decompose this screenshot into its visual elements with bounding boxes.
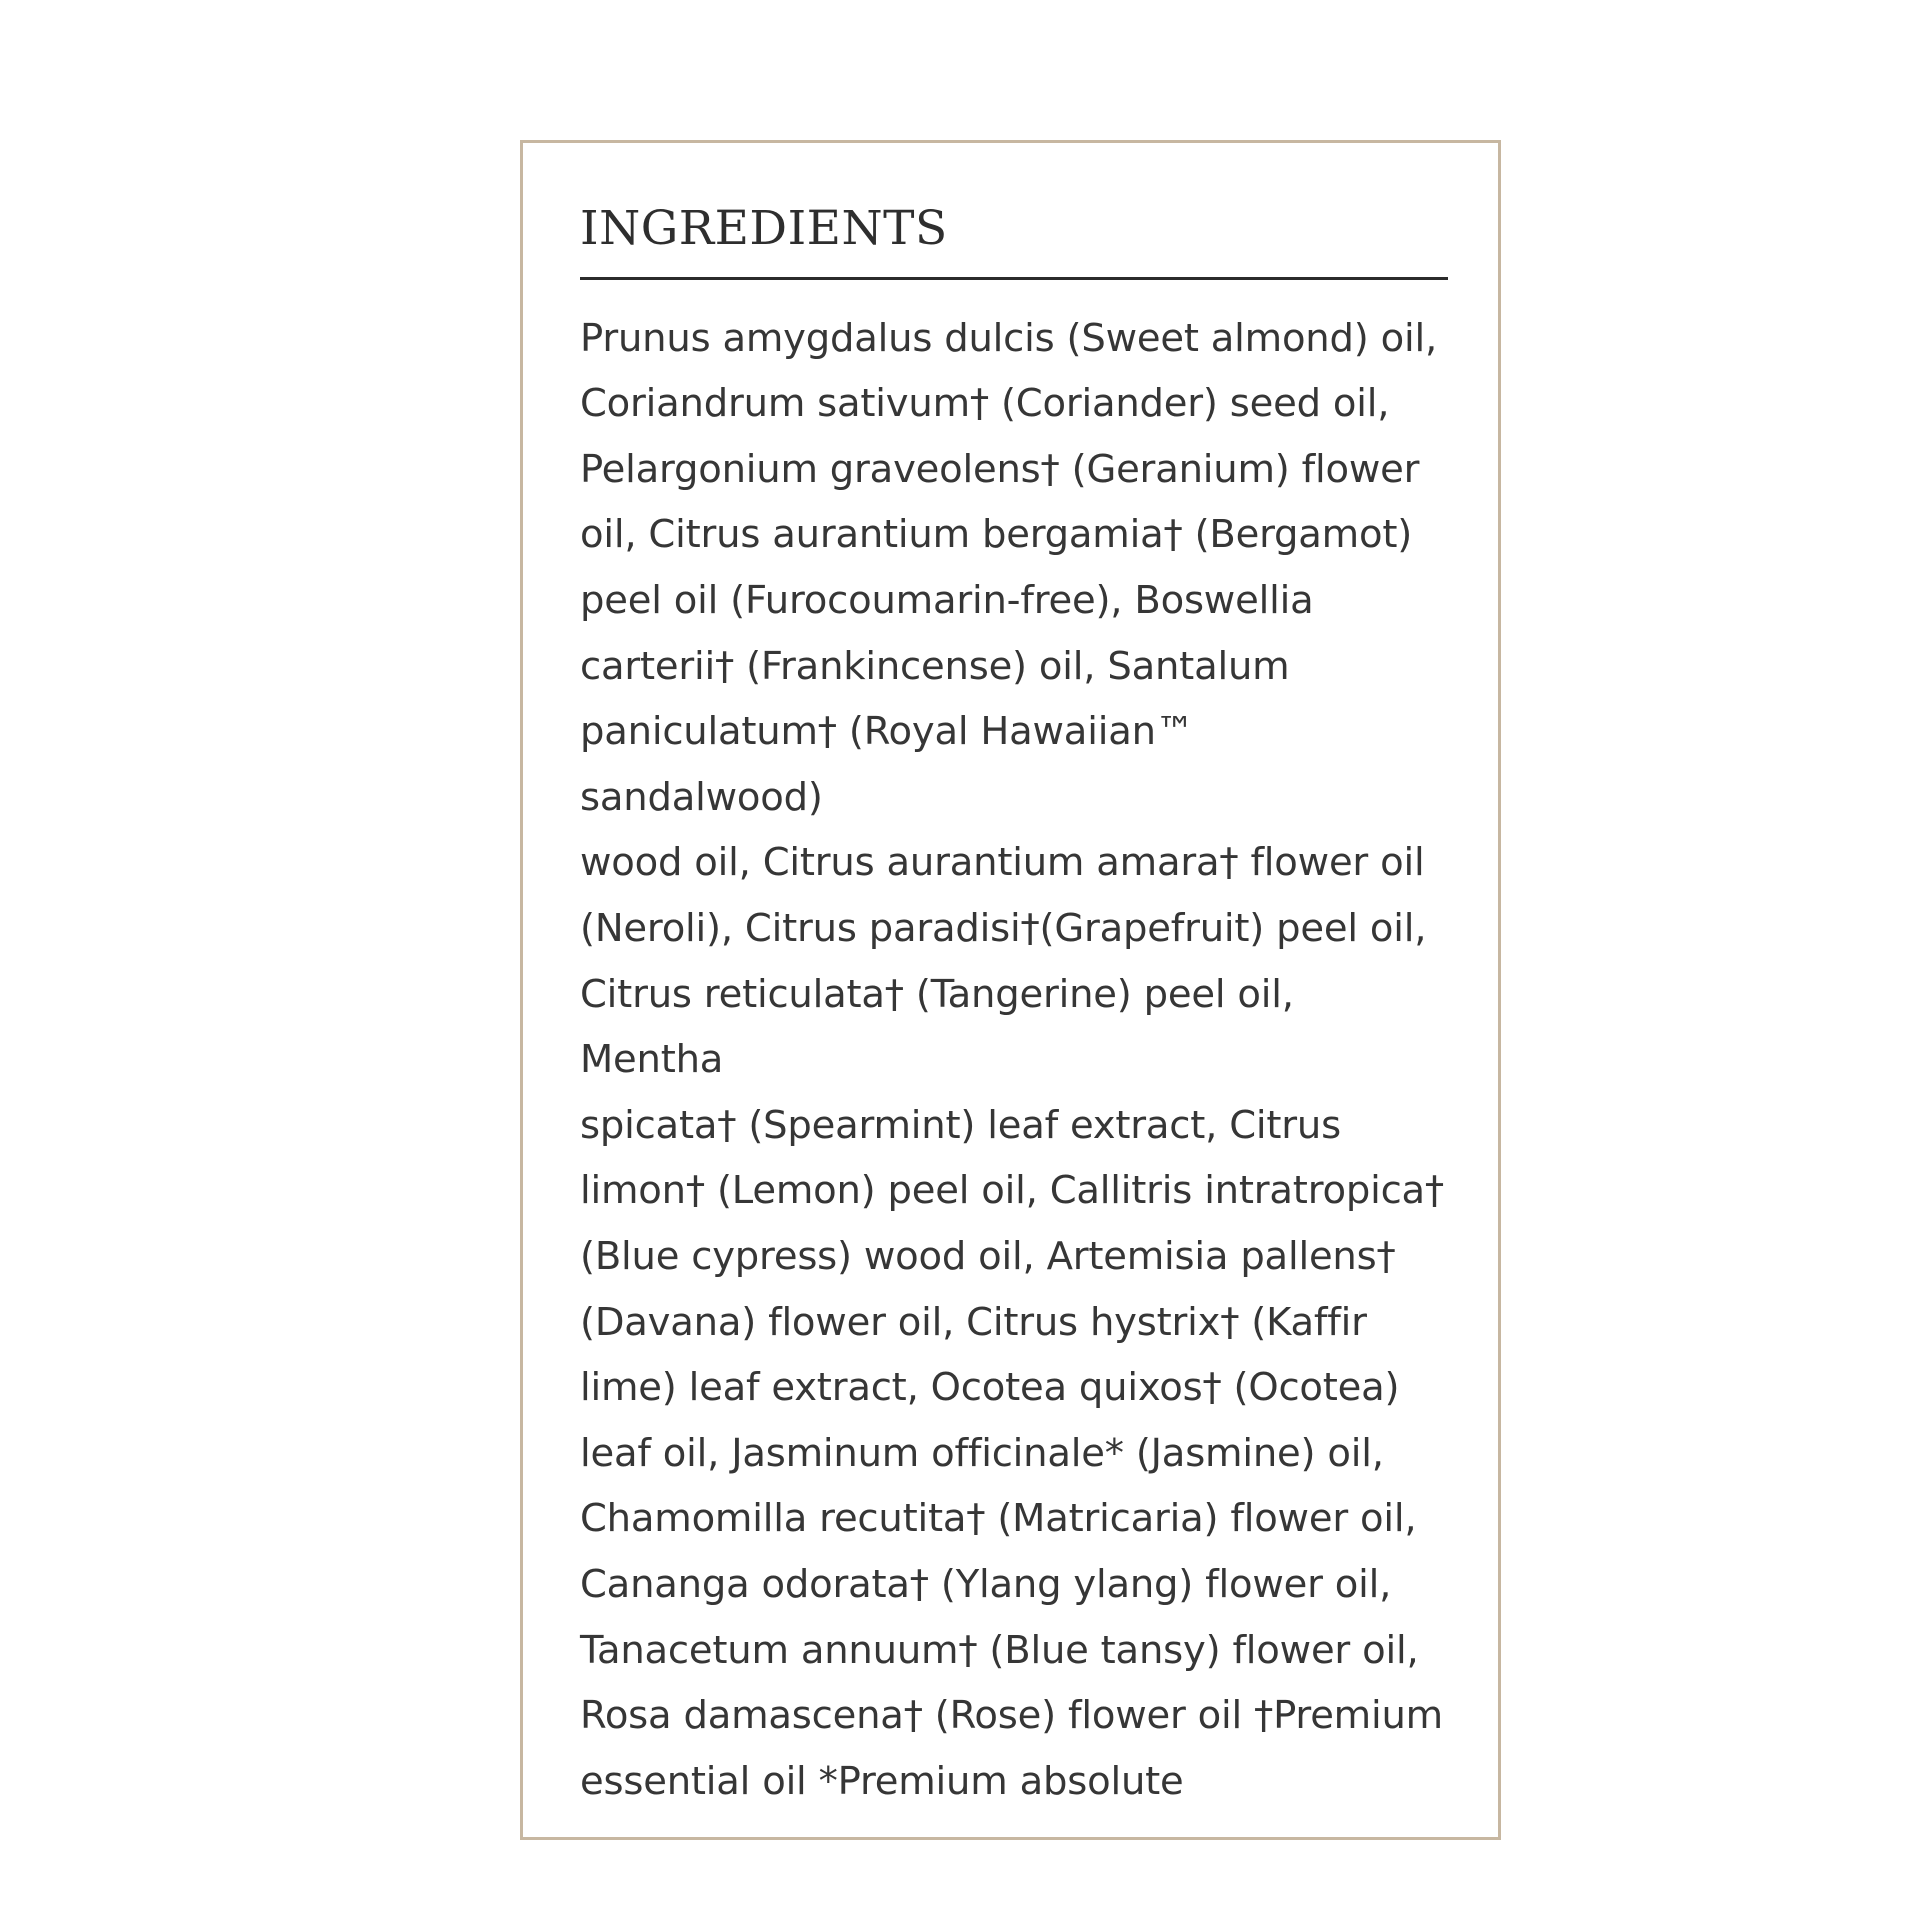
ingredients-title: INGREDIENTS bbox=[580, 201, 948, 256]
ingredients-card bbox=[520, 140, 1501, 1840]
ingredients-content bbox=[580, 203, 1448, 1814]
title-divider bbox=[580, 277, 1448, 280]
ingredients-list-text: Prunus amygdalus dulcis (Sweet almond) oil, Coriandrum sativum† (Coriander) seed oil, Pelargonium graveolens† (Geranium) flower oil, Citrus aurantium bergamia† (Bergamot) peel oil (Furocoumarin-free), Boswellia carterii† (Frankincense) oil, Santalum paniculatum† (Royal Hawaiian™ sandalwood) wood oil, Citrus aurantium amara† flower oil (Neroli), Citrus paradisi†(Grapefruit) peel oil, Citrus reticulata† (Tangerine) peel oil, Mentha spicata† (Spearmint) leaf extract, Citrus limon† (Lemon) peel oil, Callitris intratropica† (Blue cypress) wood oil, Artemisia pallens† (Davana) flower oil, Citrus hystrix† (Kaffir lime) leaf extract, Ocotea quixos† (Ocotea) leaf oil, Jasminum officinale* (Jasmine) oil, Chamomilla recutita† (Matricaria) flower oil, Cananga odorata† (Ylang ylang) flower oil, Tanacetum annuum† (Blue tansy) flower oil, Rosa damascena† (Rose) flower oil †Premium essential oil *Premium absolute bbox=[580, 315, 1444, 1804]
